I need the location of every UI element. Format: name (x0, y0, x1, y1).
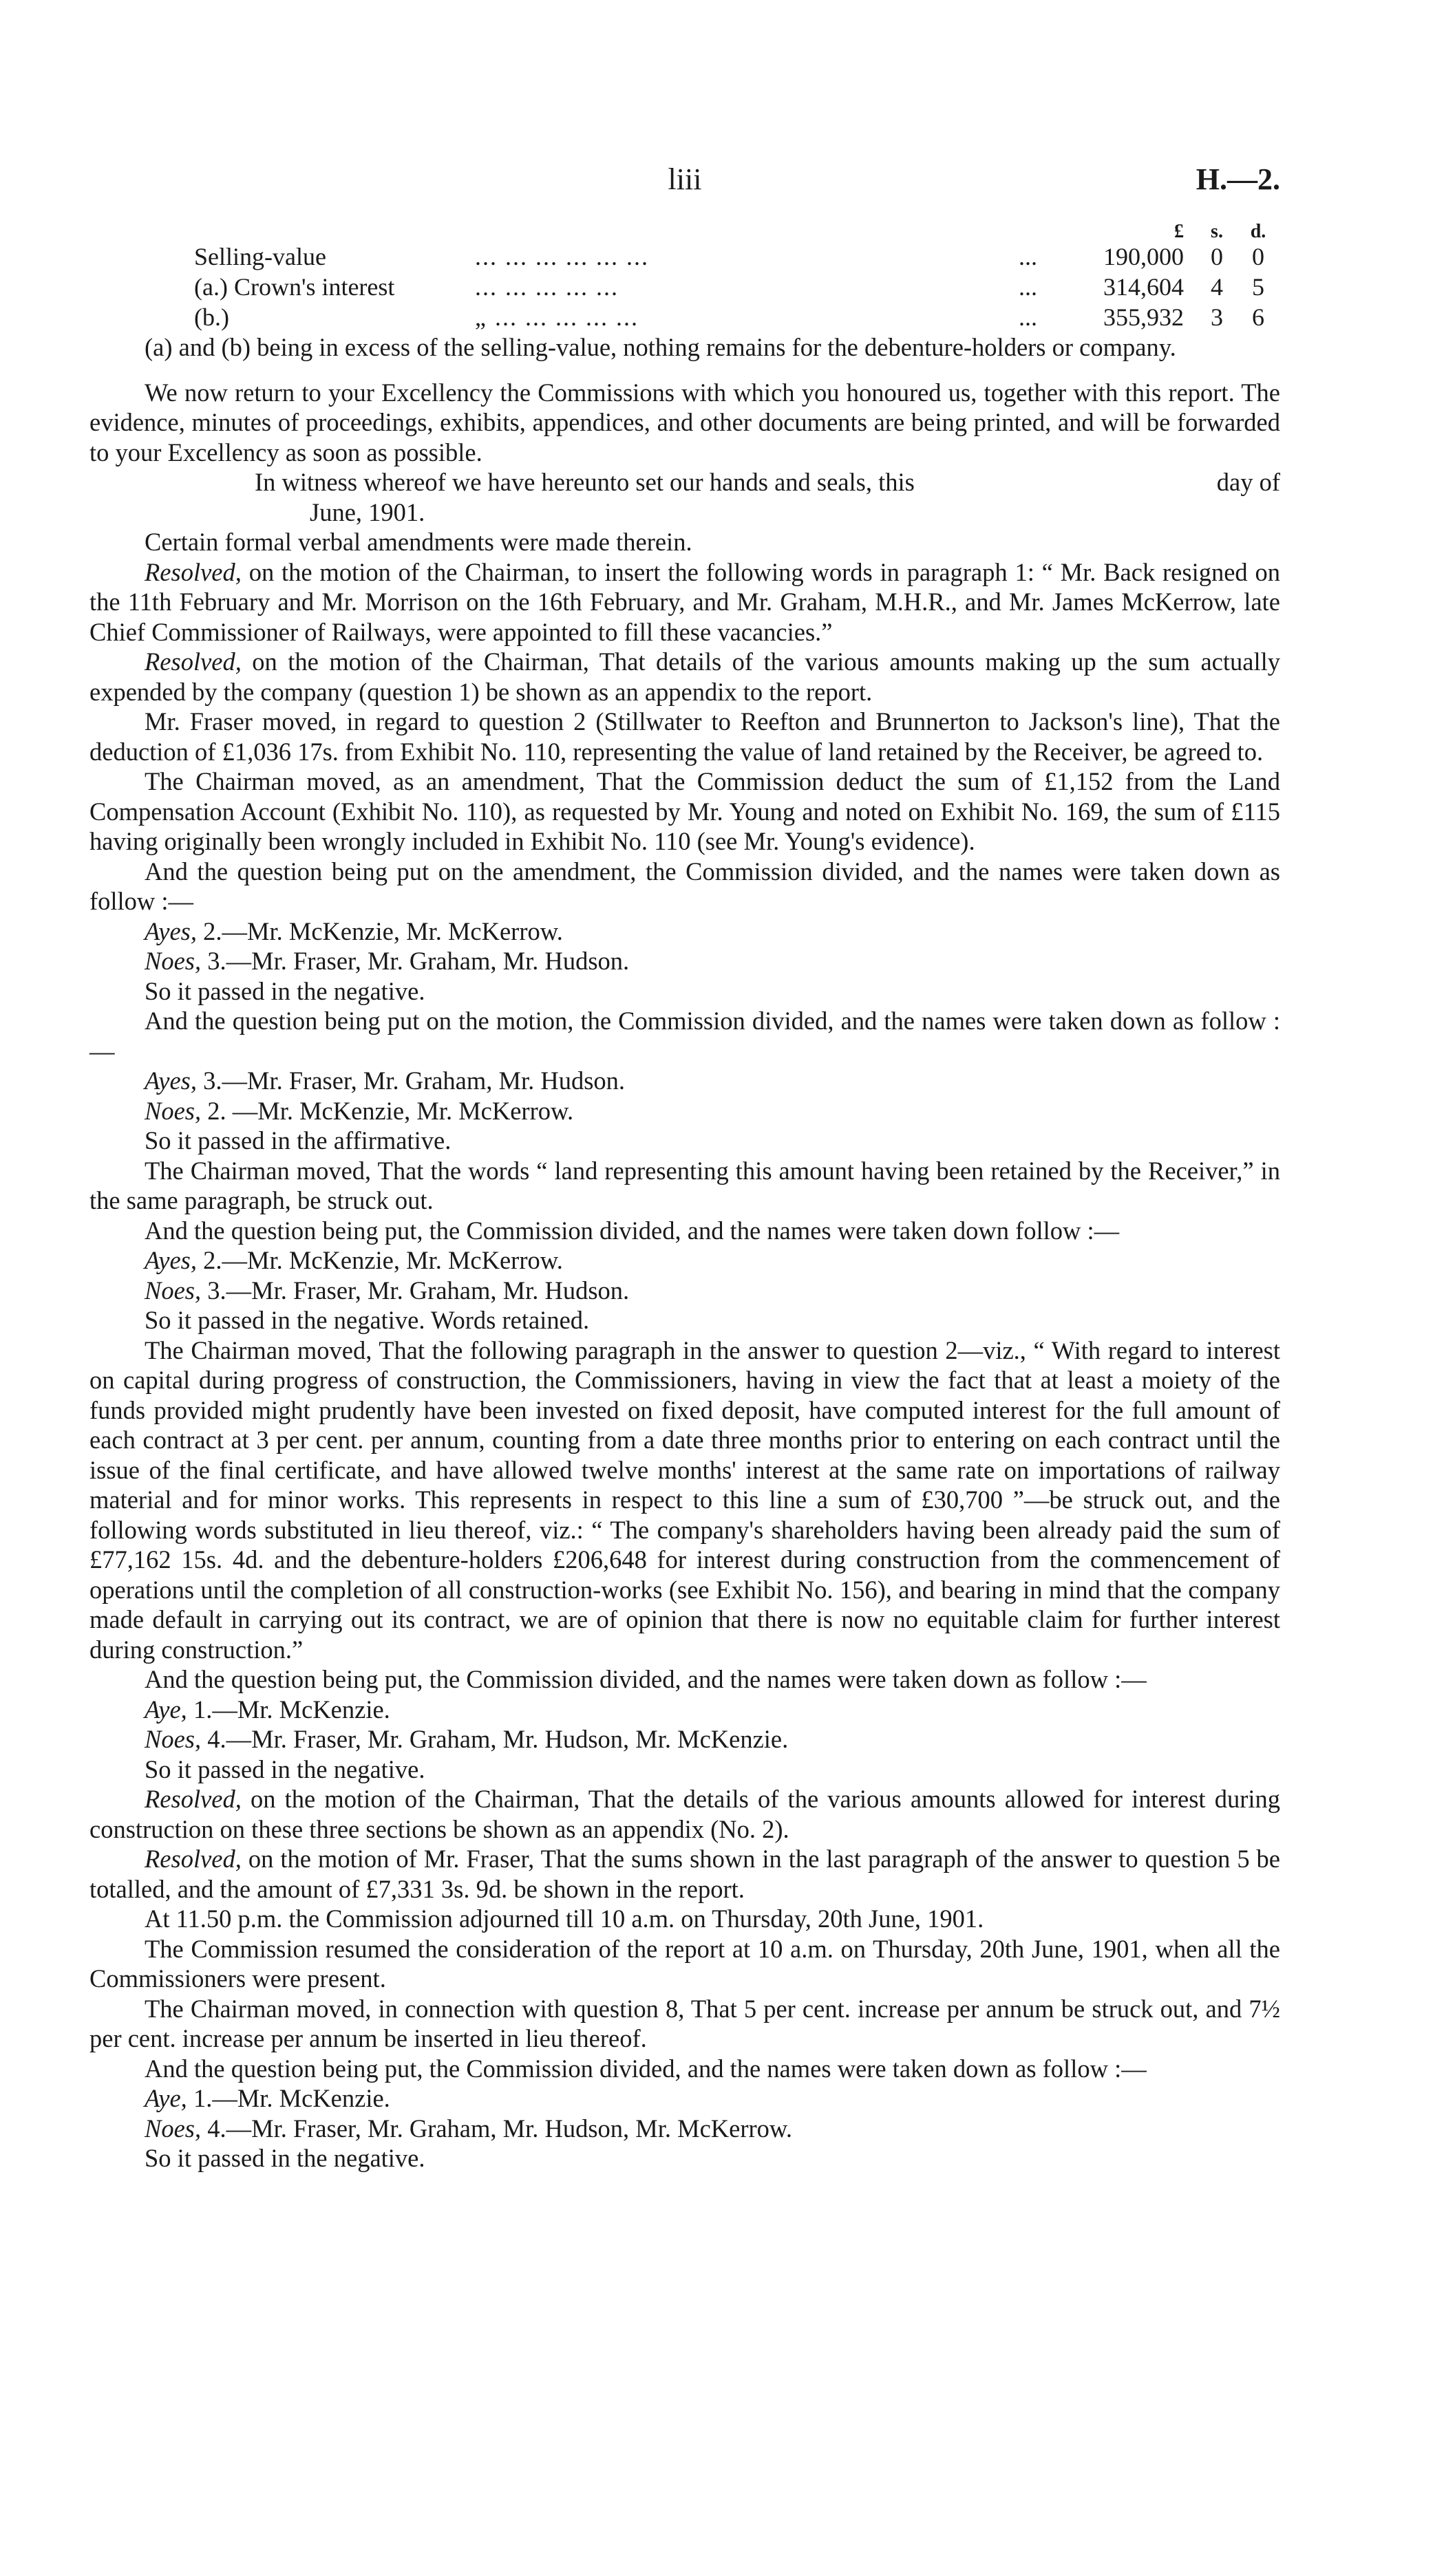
paragraph: And the question being put, the Commission divided, and the names were taken down follow :— (145, 1216, 1120, 1245)
row-pounds: 190,000 (1103, 243, 1184, 270)
vote-label: Noes, (145, 1276, 202, 1305)
resolved-label: Resolved, (145, 1845, 242, 1873)
paragraph: At 11.50 p.m. the Commission adjourned till 10 a.m. on Thursday, 20th June, 1901. (145, 1904, 984, 1933)
paragraph: The Commission resumed the consideration of the report at 10 a.m. on Thursday, 20th June, 1901, when all the Commissioners were present. (89, 1934, 1280, 1993)
report-body (89, 332, 1280, 2174)
paragraph: The Chairman moved, as an amendment, That the Commission deduct the sum of £1,152 from the Land Compensation Account (Exhibit No. 110), as requested by Mr. Young and noted on Exhibit No. 169, the sum of £115 having originally been wrongly included in Exhibit No. 110 (see Mr. Young's evidence). (89, 767, 1280, 855)
table-row (89, 302, 1280, 332)
vote-label: Noes, (145, 1725, 202, 1753)
vote-names: 2. —Mr. McKenzie, Mr. McKerrow. (201, 1096, 574, 1125)
vote-names: 2.—Mr. McKenzie, Mr. McKerrow. (197, 1246, 563, 1274)
row-shillings: 3 (1211, 303, 1223, 331)
row-label: (b.) (194, 303, 229, 331)
vote-label: Noes, (145, 2114, 202, 2143)
paragraph: The Chairman moved, That the words “ land representing this amount having been retained by the Receiver,” in the same paragraph, be struck out. (89, 1156, 1280, 1214)
paragraph-text: on the motion of the Chairman, to insert the following words in paragraph 1: “ Mr. Back resigned on the 11th February and Mr. Morrison on the 16th February, and Mr. Graham, M.H.R., and Mr. James McKerrow, late Chief Commissioner of Railways, were appointed to fill these vacancies.” (89, 557, 1280, 646)
resolved-label: Resolved, (145, 1785, 242, 1813)
leader-ellipsis: ... (1019, 243, 1037, 270)
row-pence: 6 (1252, 303, 1264, 331)
vote-label: Aye, (145, 2084, 187, 2112)
vote-label: Noes, (145, 947, 202, 975)
vote-noes (145, 946, 1280, 976)
vote-ayes (145, 2083, 1280, 2114)
vote-ayes (145, 1695, 1280, 1725)
vote-result: So it passed in the negative. (145, 1754, 425, 1783)
session-reference: H.—2. (1196, 162, 1280, 196)
leader-ellipsis: ... (1019, 273, 1037, 301)
vote-label: Ayes, (145, 1066, 198, 1095)
resolved-label: Resolved, (145, 557, 242, 586)
vote-names: 2.—Mr. McKenzie, Mr. McKerrow. (197, 916, 563, 945)
table-row (89, 272, 1280, 302)
row-pence: 0 (1252, 243, 1264, 270)
witness-day: day of (1216, 468, 1280, 496)
col-pounds: £ (1174, 221, 1184, 242)
resolved-label: Resolved, (145, 647, 242, 676)
valuation-table (89, 217, 1280, 332)
paragraph-text: on the motion of the Chairman, That details of the various amounts making up the sum actually expended by the company (question 1) be shown as an appendix to the report. (89, 647, 1280, 706)
row-label: Selling-value (194, 243, 326, 270)
vote-ayes (145, 916, 1280, 947)
vote-names: 3.—Mr. Fraser, Mr. Graham, Mr. Hudson. (201, 1276, 630, 1305)
row-shillings: 4 (1211, 273, 1223, 301)
paragraph-text: on the motion of Mr. Fraser, That the sums shown in the last paragraph of the answer to question 5 be totalled, and the amount of £7,331 3s. 9d. be shown in the report. (89, 1845, 1280, 1903)
paragraph: The Chairman moved, That the following paragraph in the answer to question 2—viz., “ With regard to interest on capital during progress of construction, the Commissioners, having in view the fact that at least a moiety of the funds provided might prudently have been invested on fixed deposit, have computed interest for the full amount of each contract at 3 per cent. per annum, counting from a date three months prior to entering on each contract until the issue of the final certificate, and have allowed twelve months' interest at the same rate on importations of railway material and for minor works. This represents in respect to this line a sum of £30,700 ”—be struck out, and the following words substituted in lieu thereof, viz.: “ The company's shareholders having been already paid the sum of £77,162 15s. 4d. and the debenture-holders £206,648 for interest during construction from the commencement of operations until the completion of all construction-works (see Exhibit No. 156), and bearing in mind that the company made default in carrying out its contract, we are of opinion that there is now no equitable claim for further interest during construction.” (89, 1335, 1280, 1664)
paragraph (89, 1844, 1280, 1904)
vote-noes (145, 1276, 1280, 1306)
paragraph (89, 1784, 1280, 1844)
vote-result: So it passed in the negative. Words retained. (145, 1306, 590, 1334)
vote-names: 1.—Mr. McKenzie. (187, 2084, 390, 2112)
witness-line (89, 467, 1280, 497)
col-shillings: s. (1211, 221, 1223, 242)
paragraph (89, 557, 1280, 647)
paragraph: (a) and (b) being in excess of the selling-value, nothing remains for the debenture-holders or company. (145, 333, 1176, 361)
vote-names: 1.—Mr. McKenzie. (187, 1695, 390, 1724)
vote-names: 3.—Mr. Fraser, Mr. Graham, Mr. Hudson. (201, 947, 630, 975)
leader-dots: ... ... ... ... ... (475, 273, 619, 301)
witness-text: In witness whereof we have hereunto set our hands and seals, this (255, 468, 915, 496)
document-page (89, 162, 1280, 2174)
paragraph: And the question being put, the Commission divided, and the names were taken down as follow :— (145, 1665, 1147, 1693)
paragraph: And the question being put on the amendment, the Commission divided, and the names were taken down as follow :— (89, 857, 1280, 915)
row-shillings: 0 (1211, 243, 1223, 270)
paragraph: Certain formal verbal amendments were made therein. (145, 528, 692, 556)
paragraph-text: on the motion of the Chairman, That the details of the various amounts allowed for interest during construction on these three sections be shown as an appendix (No. 2). (89, 1785, 1280, 1843)
vote-label: Ayes, (145, 1246, 198, 1274)
vote-noes (145, 1096, 1280, 1126)
vote-noes (145, 2114, 1280, 2144)
paragraph: And the question being put, the Commission divided, and the names were taken down as follow :— (145, 2054, 1147, 2083)
col-pence: d. (1250, 221, 1266, 242)
row-label: (a.) Crown's interest (194, 273, 395, 301)
page-number: liii (668, 162, 702, 196)
vote-result: So it passed in the negative. (145, 976, 425, 1005)
vote-result: So it passed in the negative. (145, 2144, 425, 2172)
page-header (89, 162, 1280, 217)
vote-ayes (145, 1245, 1280, 1276)
leader-ellipsis: ... (1019, 303, 1037, 331)
row-pounds: 314,604 (1103, 273, 1184, 301)
vote-names: 3.—Mr. Fraser, Mr. Graham, Mr. Hudson. (197, 1066, 626, 1095)
witness-date: June, 1901. (310, 497, 425, 526)
leader-dots: „ ... ... ... ... ... (475, 303, 639, 331)
vote-label: Noes, (145, 1096, 202, 1125)
leader-dots: ... ... ... ... ... ... (475, 243, 649, 270)
table-row (89, 242, 1280, 272)
vote-label: Aye, (145, 1695, 187, 1724)
paragraph: We now return to your Excellency the Commissions with which you honoured us, together with this report. The evidence, minutes of proceedings, exhibits, appendices, and other documents are being printed, and will be forwarded to your Excellency as soon as possible. (89, 378, 1280, 466)
row-pence: 5 (1252, 273, 1264, 301)
vote-label: Ayes, (145, 916, 198, 945)
table-header-row (89, 217, 1280, 242)
paragraph (89, 647, 1280, 707)
paragraph: The Chairman moved, in connection with question 8, That 5 per cent. increase per annum be struck out, and 7½ per cent. increase per annum be inserted in lieu thereof. (89, 1994, 1280, 2052)
paragraph: Mr. Fraser moved, in regard to question 2 (Stillwater to Reefton and Brunnerton to Jackson's line), That the deduction of £1,036 17s. from Exhibit No. 110, representing the value of land retained by the Receiver, be agreed to. (89, 707, 1280, 766)
vote-ayes (145, 1066, 1280, 1096)
vote-names: 4.—Mr. Fraser, Mr. Graham, Mr. Hudson, Mr. McKenzie. (201, 1725, 789, 1753)
vote-result: So it passed in the affirmative. (145, 1126, 452, 1155)
vote-noes (145, 1724, 1280, 1754)
vote-names: 4.—Mr. Fraser, Mr. Graham, Mr. Hudson, Mr. McKerrow. (201, 2114, 793, 2143)
paragraph: And the question being put on the motion, the Commission divided, and the names were taken down as follow :— (89, 1007, 1280, 1065)
row-pounds: 355,932 (1103, 303, 1184, 331)
